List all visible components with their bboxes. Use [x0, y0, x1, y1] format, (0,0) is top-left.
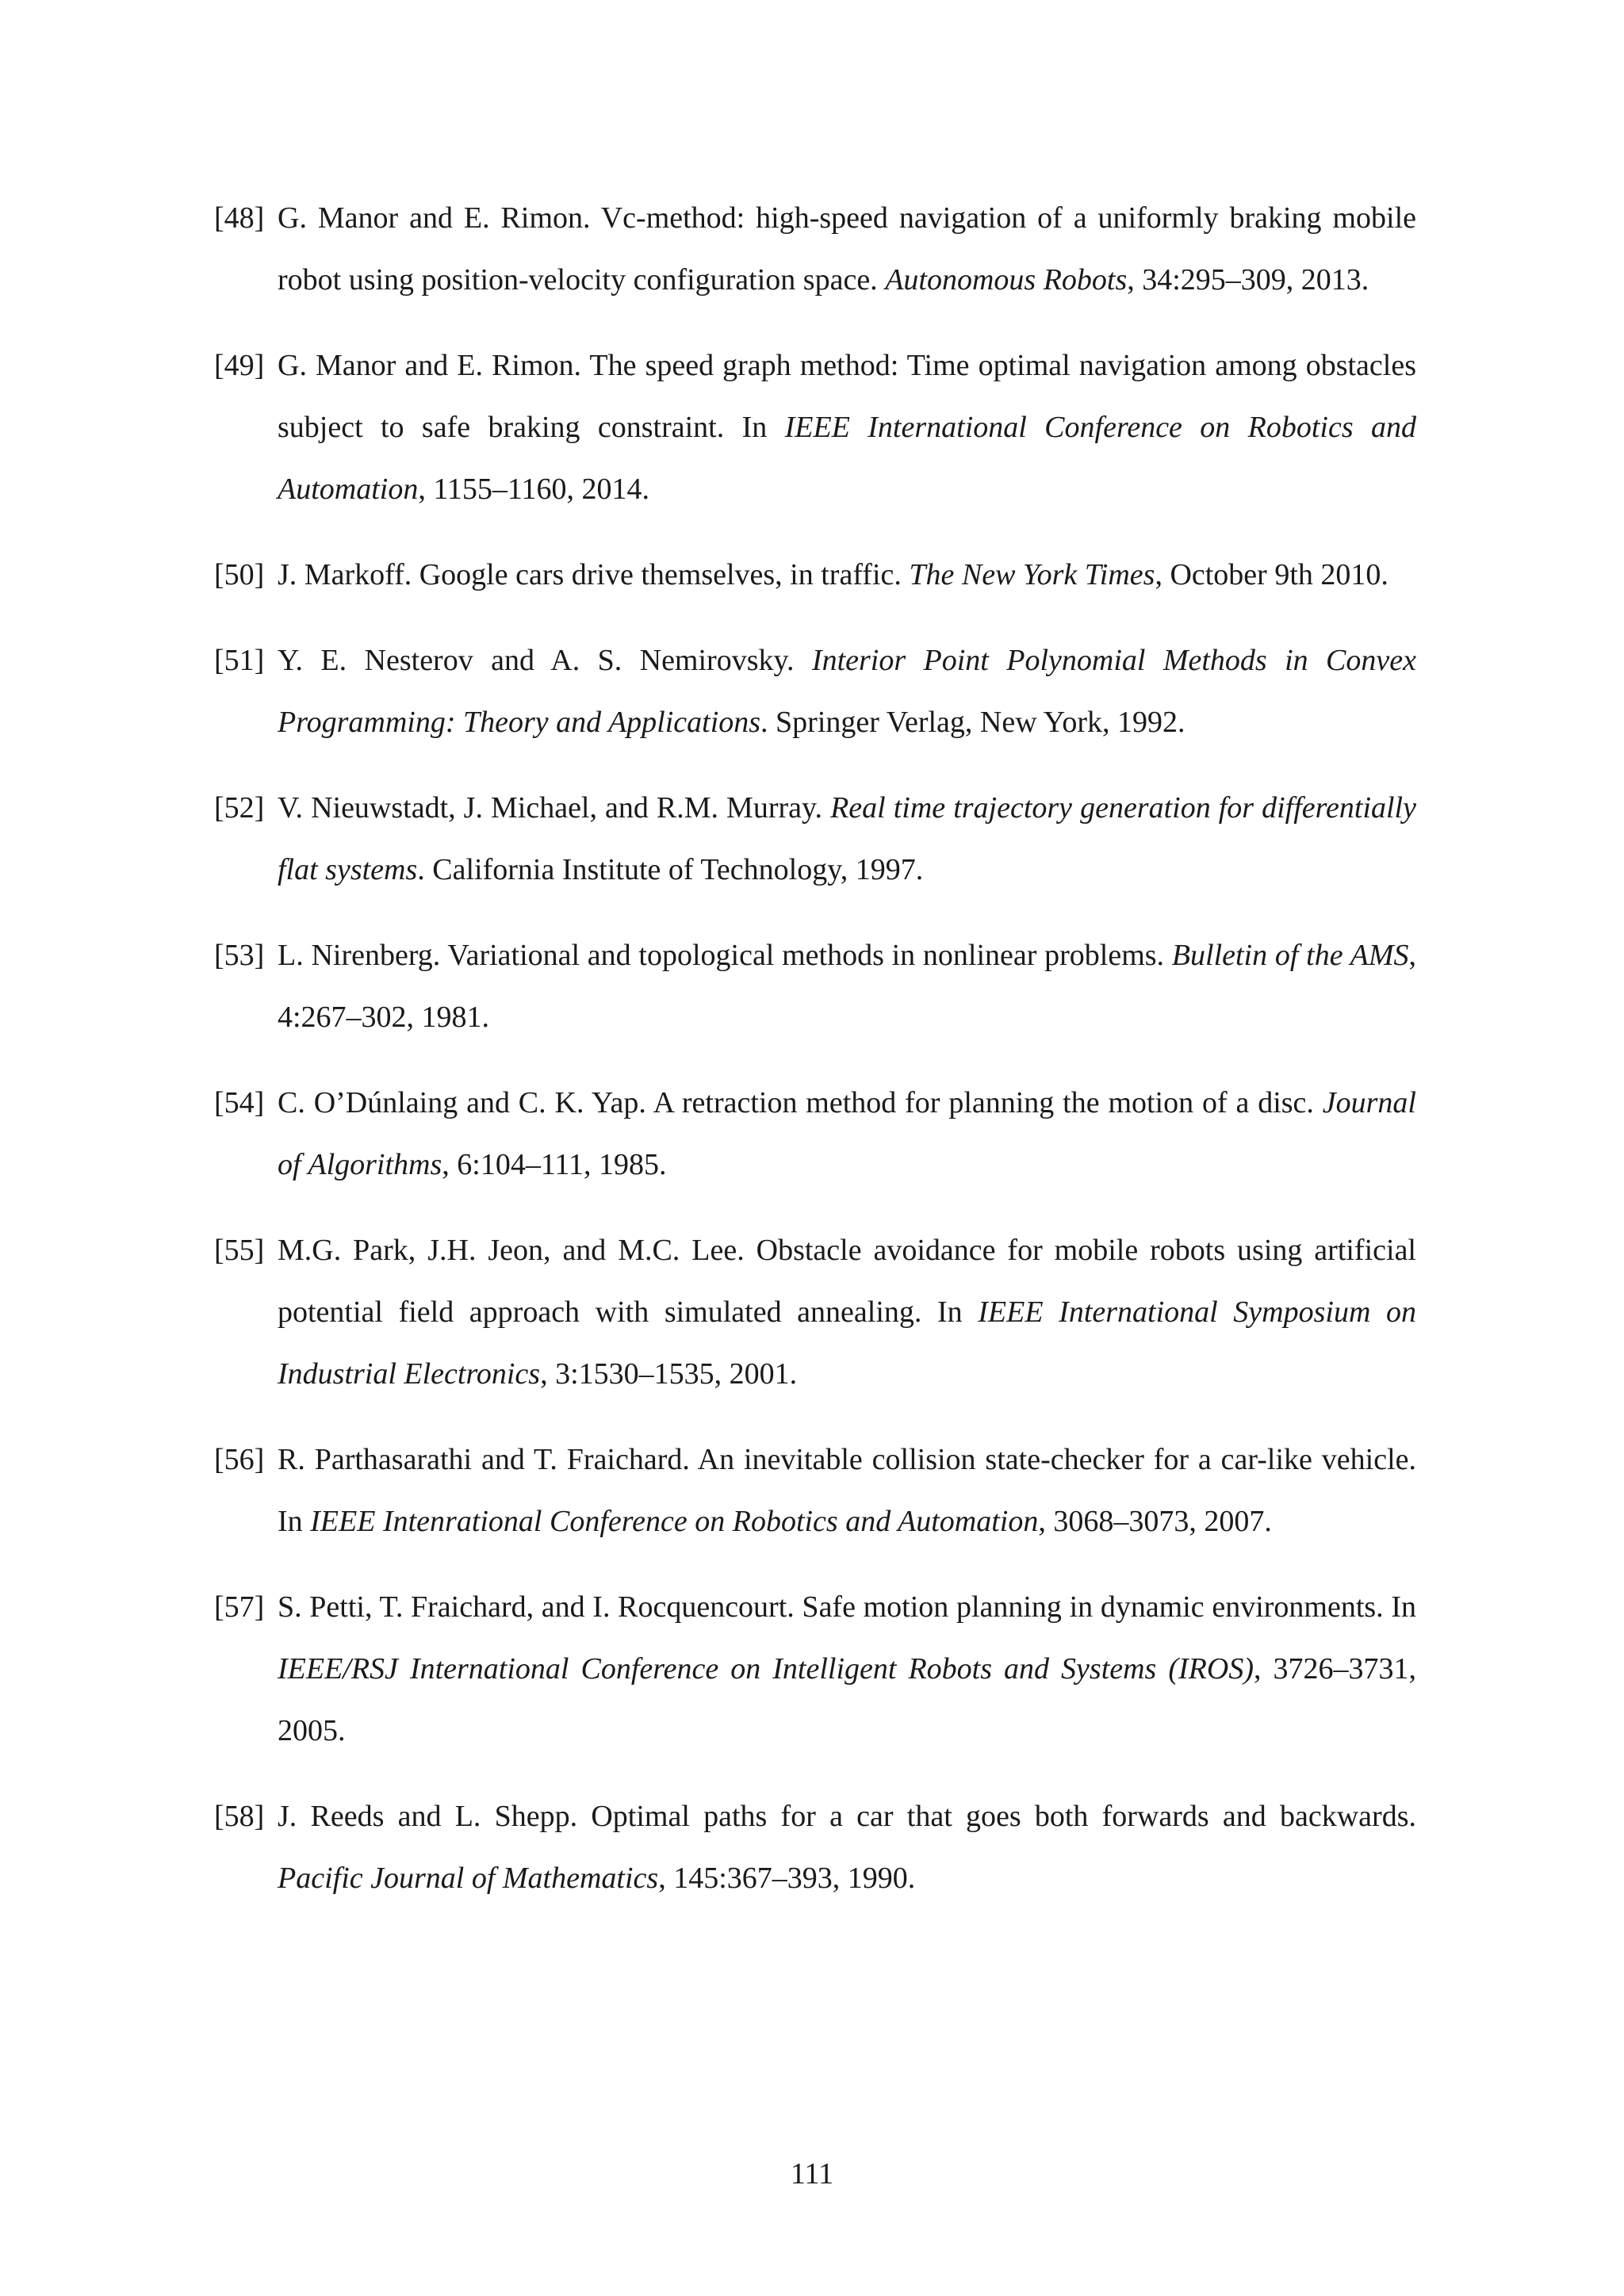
- reference-number: [52]: [214, 791, 265, 825]
- reference-number: [53]: [214, 939, 265, 972]
- reference-text: [278, 187, 1416, 311]
- reference-text-segment: , 4:267–302, 1981.: [278, 939, 1416, 1034]
- reference-entry: [214, 924, 1416, 1048]
- reference-venue-italic: IEEE/RSJ International Conference on Intelligent Robots and Systems (IROS): [278, 1652, 1254, 1686]
- reference-venue-italic: Interior Point Polynomial Methods in Convex Programming: Theory and Applications: [278, 644, 1416, 739]
- reference-number: [51]: [214, 644, 265, 677]
- reference-text-segment: , 3068–3073, 2007.: [1038, 1505, 1272, 1538]
- reference-text-segment: L. Nirenberg. Variational and topological methods in nonlinear problems.: [278, 939, 1172, 972]
- page-number: 111: [790, 2157, 834, 2191]
- reference-entry: [214, 777, 1416, 901]
- reference-text-segment: R. Parthasarathi and T. Fraichard. An inevitable collision state-checker for a car-like vehicle. In: [278, 1443, 1416, 1538]
- reference-number: [58]: [214, 1800, 265, 1833]
- reference-number: [57]: [214, 1590, 265, 1624]
- reference-venue-italic: Bulletin of the AMS: [1171, 939, 1409, 972]
- reference-list: [214, 187, 1416, 1933]
- reference-entry: [214, 187, 1416, 311]
- reference-venue-italic: IEEE Intenrational Conference on Robotics and Automation: [310, 1505, 1039, 1538]
- reference-text-segment: J. Reeds and L. Shepp. Optimal paths for a car that goes both forwards and backwards.: [278, 1800, 1416, 1833]
- reference-text-segment: . Springer Verlag, New York, 1992.: [760, 706, 1185, 739]
- reference-text-segment: G. Manor and E. Rimon. Vc-method: high-speed navigation of a uniformly braking mobile robot using position-velocity configuration space.: [278, 201, 1416, 297]
- reference-text: [278, 629, 1416, 753]
- reference-venue-italic: IEEE International Symposium on Industrial Electronics: [278, 1295, 1417, 1391]
- reference-entry: [214, 1576, 1416, 1762]
- reference-number: [56]: [214, 1443, 265, 1476]
- reference-text-segment: , 6:104–111, 1985.: [442, 1148, 667, 1181]
- reference-entry: [214, 1429, 1416, 1552]
- reference-text: [278, 1429, 1416, 1552]
- reference-text: [278, 1576, 1416, 1762]
- reference-venue-italic: Autonomous Robots: [885, 263, 1128, 297]
- reference-number: [48]: [214, 201, 265, 235]
- reference-venue-italic: The New York Times: [909, 558, 1155, 591]
- reference-venue-italic: Real time trajectory generation for differentially flat systems: [278, 791, 1416, 886]
- reference-entry: [214, 335, 1416, 520]
- reference-text-segment: , 145:367–393, 1990.: [658, 1862, 916, 1895]
- reference-text-segment: M.G. Park, J.H. Jeon, and M.C. Lee. Obstacle avoidance for mobile robots using artificial potential field approach with simulated annealing. In: [278, 1234, 1416, 1329]
- reference-entry: [214, 1785, 1416, 1909]
- reference-number: [49]: [214, 349, 265, 382]
- reference-number: [54]: [214, 1086, 265, 1119]
- reference-text: [278, 1219, 1416, 1405]
- reference-text-segment: , 3:1530–1535, 2001.: [540, 1357, 798, 1391]
- reference-text: [278, 544, 1416, 606]
- reference-text-segment: J. Markoff. Google cars drive themselves, in traffic.: [278, 558, 910, 591]
- reference-text: [278, 1072, 1416, 1196]
- reference-entry: [214, 544, 1416, 606]
- reference-entry: [214, 1219, 1416, 1405]
- reference-text: [278, 777, 1416, 901]
- reference-number: [50]: [214, 558, 265, 591]
- reference-text-segment: Y. E. Nesterov and A. S. Nemirovsky.: [278, 644, 812, 677]
- reference-text-segment: , 1155–1160, 2014.: [418, 473, 650, 506]
- reference-text: [278, 335, 1416, 520]
- reference-venue-italic: Pacific Journal of Mathematics: [278, 1862, 659, 1895]
- reference-venue-italic: Journal of Algorithms: [278, 1086, 1416, 1181]
- reference-entry: [214, 1072, 1416, 1196]
- reference-text-segment: S. Petti, T. Fraichard, and I. Rocquencourt. Safe motion planning in dynamic environments. In: [278, 1590, 1416, 1624]
- reference-text-segment: V. Nieuwstadt, J. Michael, and R.M. Murray.: [278, 791, 831, 825]
- reference-entry: [214, 629, 1416, 753]
- reference-text-segment: , 3726–3731, 2005.: [278, 1652, 1416, 1747]
- reference-number: [55]: [214, 1234, 265, 1267]
- reference-text-segment: , October 9th 2010.: [1155, 558, 1388, 591]
- reference-text-segment: , 34:295–309, 2013.: [1127, 263, 1369, 297]
- reference-text: [278, 1785, 1416, 1909]
- reference-text-segment: G. Manor and E. Rimon. The speed graph method: Time optimal navigation among obstacles subject to safe braking constraint. In: [278, 349, 1416, 444]
- reference-venue-italic: IEEE International Conference on Robotics and Automation: [278, 411, 1416, 506]
- reference-text: [278, 924, 1416, 1048]
- reference-text-segment: . California Institute of Technology, 1997.: [417, 853, 924, 886]
- reference-text-segment: C. O’Dúnlaing and C. K. Yap. A retraction method for planning the motion of a disc.: [278, 1086, 1323, 1119]
